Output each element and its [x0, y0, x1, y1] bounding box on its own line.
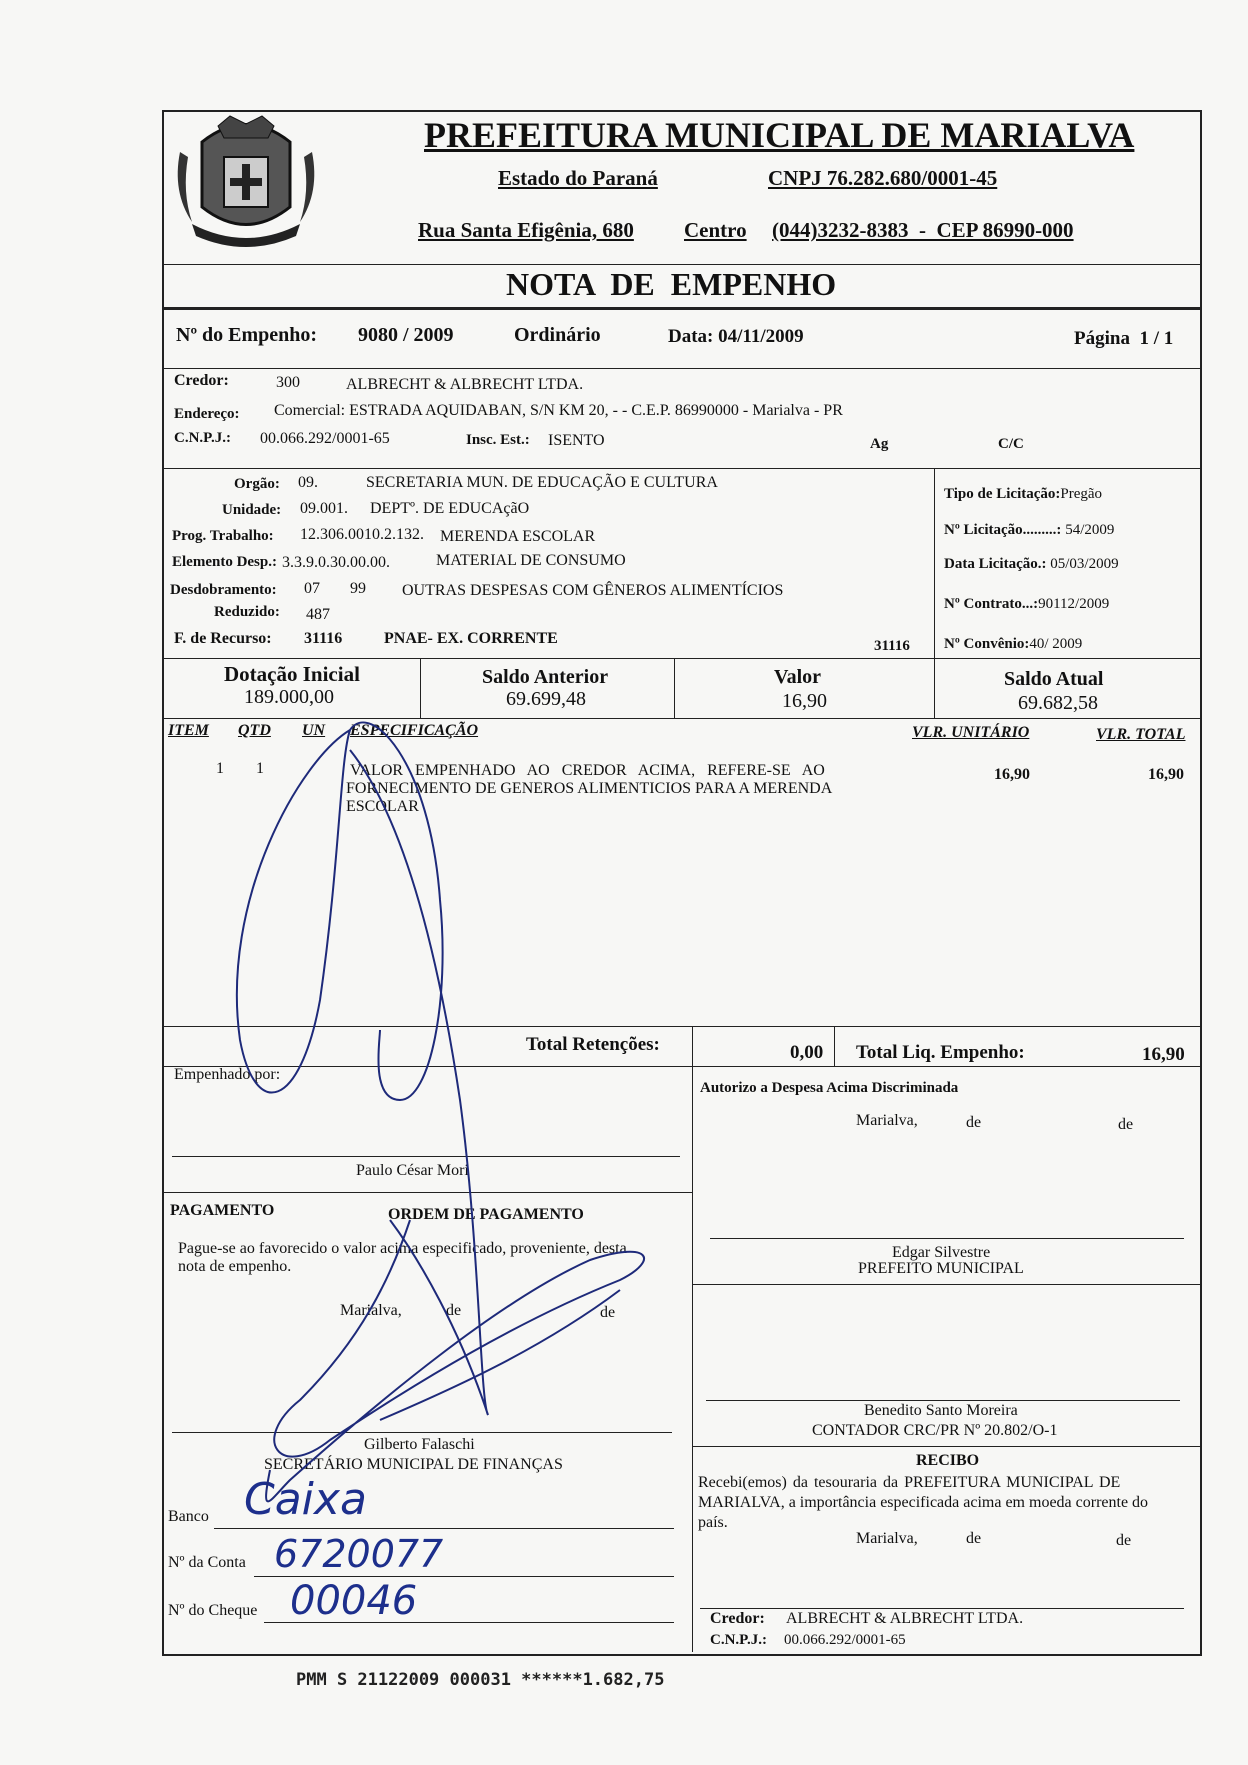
recurso-label: F. de Recurso:	[174, 630, 272, 647]
anterior-value: 69.699,48	[506, 688, 586, 710]
insc-value: ISENTO	[548, 432, 605, 449]
atual-label: Saldo Atual	[1004, 668, 1104, 690]
atual-value: 69.682,58	[1018, 692, 1098, 714]
convenio	[944, 636, 1082, 653]
empenho-label: Nº do Empenho:	[176, 324, 318, 346]
insc-label: Insc. Est.:	[466, 432, 530, 448]
address-label: Rua Santa Efigênia, 680	[418, 218, 634, 242]
autorizo-label: Autorizo a Despesa Acima Discriminada	[700, 1080, 959, 1096]
cc-label: C/C	[998, 436, 1024, 452]
unidade-code: 09.001.	[300, 500, 348, 517]
conta-label: Nº da Conta	[168, 1554, 246, 1571]
empenho-number: 9080 / 2009	[358, 324, 454, 346]
recurso-code2: 31116	[874, 638, 910, 654]
dotacao-value: 189.000,00	[244, 686, 334, 708]
credor-code: 300	[276, 374, 300, 391]
contrato-label: Nº Contrato...:	[944, 596, 1039, 612]
item-number: 1	[216, 760, 224, 777]
recibo-text1: Recebi(emos) da tesouraria da PREFEITURA MUNICIPAL DE	[698, 1474, 1121, 1491]
reduzido-value: 487	[306, 606, 330, 623]
valor-value: 16,90	[782, 690, 827, 712]
empenho-type: Ordinário	[514, 324, 601, 346]
convenio-label: Nº Convênio:	[944, 636, 1030, 652]
desd-name: OUTRAS DESPESAS COM GÊNEROS ALIMENTÍCIOS	[402, 582, 784, 599]
municipality-title: PREFEITURA MUNICIPAL DE MARIALVA	[424, 115, 1135, 155]
valor-label: Valor	[774, 666, 822, 688]
recibo-de1: de	[966, 1530, 982, 1547]
empenhado-label: Empenhado por:	[174, 1066, 281, 1083]
credor-label: Credor:	[174, 372, 229, 389]
cheque-label: Nº do Cheque	[168, 1602, 258, 1619]
convenio-value: 40/ 2009	[1029, 636, 1083, 652]
item-unit-value: 16,90	[994, 766, 1030, 783]
autorizo-city: Marialva,	[856, 1112, 918, 1129]
pagamento-signer: Gilberto Falaschi	[364, 1436, 475, 1453]
desd-code1: 07	[304, 580, 320, 597]
data-licitacao	[944, 556, 1119, 573]
pagamento-text2: nota de empenho.	[178, 1258, 292, 1275]
cnpj-label: CNPJ 76.282.680/0001-45	[768, 166, 998, 190]
col-item: ITEM	[168, 722, 209, 739]
anterior-label: Saldo Anterior	[482, 666, 609, 688]
data-licitacao-value: 05/03/2009	[1050, 556, 1119, 572]
prog-label: Prog. Trabalho:	[172, 528, 274, 544]
contrato-value: 90112/2009	[1038, 596, 1110, 612]
desd-label: Desdobramento:	[170, 582, 277, 598]
district-label: Centro	[684, 218, 747, 242]
recibo-text2: MARIALVA, a importância especificada acima em moeda corrente do	[698, 1494, 1149, 1511]
state-label: Estado do Paraná	[498, 166, 658, 190]
elem-label: Elemento Desp.:	[172, 554, 277, 570]
recibo-text3: país.	[698, 1514, 728, 1531]
num-licitacao	[944, 522, 1114, 539]
unidade-label: Unidade:	[222, 502, 282, 518]
empenhado-signer: Paulo César Mori	[356, 1162, 469, 1179]
desd-code2: 99	[350, 580, 366, 597]
ordem-label: ORDEM DE PAGAMENTO	[388, 1206, 584, 1223]
retencoes-label: Total Retenções:	[526, 1034, 660, 1055]
pagamento-city: Marialva,	[340, 1302, 402, 1319]
recurso-name: PNAE- EX. CORRENTE	[384, 630, 558, 647]
col-spec: ESPECIFICAÇÃO	[350, 722, 479, 739]
contador-role: CONTADOR CRC/PR Nº 20.802/O-1	[812, 1422, 1058, 1439]
pagamento-label: PAGAMENTO	[170, 1202, 275, 1219]
orgao-label: Orgão:	[234, 476, 280, 492]
prog-name: MERENDA ESCOLAR	[440, 528, 596, 545]
col-total: VLR. TOTAL	[1096, 726, 1186, 743]
coat-of-arms-icon	[172, 112, 320, 250]
elem-code: 3.3.9.0.30.00.00.	[282, 554, 390, 571]
recibo-label: RECIBO	[916, 1452, 980, 1469]
credor-cnpj-label: C.N.P.J.:	[174, 430, 231, 446]
page-number: Página 1 / 1	[1074, 328, 1174, 349]
prog-code: 12.306.0010.2.132.	[300, 526, 424, 543]
orgao-name: SECRETARIA MUN. DE EDUCAÇÃO E CULTURA	[366, 474, 718, 491]
recibo-credor-label: Credor:	[710, 1610, 765, 1627]
empenho-date: Data: 04/11/2009	[668, 326, 804, 347]
cheque-value: 00046	[290, 1578, 418, 1624]
item-spec-line2: FORNECIMENTO DE GENEROS ALIMENTICIOS PARA A MERENDA	[346, 780, 833, 797]
dotacao-label: Dotação Inicial	[224, 662, 360, 686]
recibo-city: Marialva,	[856, 1530, 918, 1547]
recibo-credor: ALBRECHT & ALBRECHT LTDA.	[786, 1610, 1024, 1627]
document-title: NOTA DE EMPENHO	[506, 266, 837, 302]
pagamento-role: SECRETÁRIO MUNICIPAL DE FINANÇAS	[264, 1456, 563, 1473]
credor-cnpj: 00.066.292/0001-65	[260, 430, 390, 447]
col-qtd: QTD	[238, 722, 271, 739]
recibo-cnpj-label: C.N.P.J.:	[710, 1632, 767, 1648]
tipo-licitacao-label: Tipo de Licitação:	[944, 486, 1061, 502]
address-field-label: Endereço:	[174, 406, 240, 422]
item-spec-line3: ESCOLAR	[346, 798, 419, 815]
credor-name: ALBRECHT & ALBRECHT LTDA.	[346, 376, 584, 393]
conta-value: 6720077	[274, 1532, 444, 1576]
item-spec-line1: VALOR EMPENHADO AO CREDOR ACIMA, REFERE-SE AO	[350, 762, 825, 779]
recurso-code: 31116	[304, 630, 343, 647]
elem-name: MATERIAL DE CONSUMO	[436, 552, 626, 569]
orgao-code: 09.	[298, 474, 318, 491]
unidade-name: DEPTº. DE EDUCAçãO	[370, 500, 530, 517]
col-un: UN	[302, 722, 326, 739]
phone-cep-label: (044)3232-8383 - CEP 86990-000	[772, 218, 1074, 242]
reduzido-label: Reduzido:	[214, 604, 280, 620]
pagamento-text1: Pague-se ao favorecido o valor acima especificado, proveniente, desta	[178, 1240, 627, 1257]
liquido-label: Total Liq. Empenho:	[856, 1042, 1025, 1063]
item-qtd: 1	[256, 760, 264, 777]
autorizo-de2: de	[1118, 1116, 1134, 1133]
liquido-value: 16,90	[1142, 1044, 1185, 1065]
retencoes-value: 0,00	[790, 1042, 824, 1063]
ag-label: Ag	[870, 436, 889, 452]
tipo-licitacao	[944, 486, 1102, 503]
recibo-cnpj: 00.066.292/0001-65	[784, 1632, 906, 1648]
contrato	[944, 596, 1109, 613]
recibo-de2: de	[1116, 1532, 1132, 1549]
banco-value: Caixa	[244, 1474, 367, 1525]
num-licitacao-value: 54/2009	[1065, 522, 1115, 538]
tipo-licitacao-value: Pregão	[1060, 486, 1103, 502]
data-licitacao-label: Data Licitação.:	[944, 556, 1047, 572]
num-licitacao-label: Nº Licitação.........:	[944, 522, 1062, 538]
autorizo-de1: de	[966, 1114, 982, 1131]
banco-label: Banco	[168, 1508, 209, 1525]
autorizo-signer: Edgar Silvestre	[892, 1244, 991, 1261]
credor-address: Comercial: ESTRADA AQUIDABAN, S/N KM 20, - - C.E.P. 86990000 - Marialva - PR	[274, 402, 843, 419]
item-total-value: 16,90	[1148, 766, 1184, 783]
autorizo-role: PREFEITO MUNICIPAL	[858, 1260, 1024, 1277]
payment-stamp: PMM S 21122009 000031 ******1.682,75	[296, 1670, 665, 1690]
pagamento-de1: de	[446, 1302, 462, 1319]
col-unit: VLR. UNITÁRIO	[912, 724, 1030, 741]
contador-signer: Benedito Santo Moreira	[864, 1402, 1018, 1419]
pagamento-de2: de	[600, 1304, 616, 1321]
